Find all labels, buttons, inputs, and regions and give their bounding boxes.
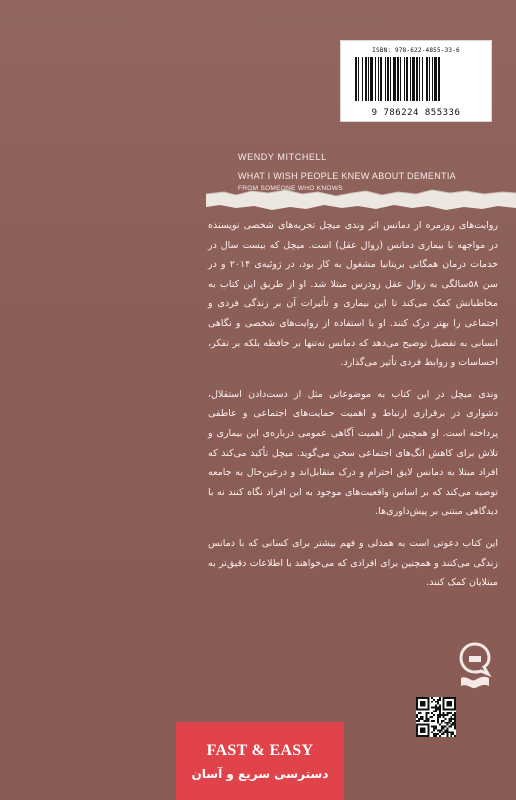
description-paragraph: وندی میچل در این کتاب به موضوعاتی مثل از دست‌دادن استقلال، دشواری در برقراری ارتباط و اهمیت حمایت‌های اجتماعی و عاطفی پرداخته است. او همچنین از اهمیت آگاهی عمومی درباره‌ی این بیماری و تلاش برای کاهش انگ‌های اجتماعی سخن می‌گوید. میچل تأکید می‌کند که افراد مبتلا به دمانس لایق احترام و درک متقابل‌اند و درعین‌حال به جامعه توصیه می‌کند که بر اساس واقعیت‌های موجود به این افراد نگاه کنند نه با دیدگاهی مبتنی بر پیش‌داوری‌ها. xyxy=(208,388,498,518)
barcode-icon xyxy=(353,57,481,101)
publisher-logo-icon xyxy=(455,640,495,692)
persian-description xyxy=(208,216,498,605)
series-title: FAST & EASY xyxy=(206,742,314,759)
series-badge xyxy=(176,722,344,800)
author-name: WENDY MITCHELL xyxy=(238,152,327,162)
english-title: WHAT I WISH PEOPLE KNEW ABOUT DEMENTIA xyxy=(238,171,456,181)
description-paragraph: روایت‌های روزمره از دمانس اثر وندی میچل تجربه‌های شخصی نویسنده در مواجهه با بیماری دمانس (زوال عقل) است. میچل که بیست سال در خدمات درمان همگانی بریتانیا مشغول به کار بود، در ژوئیه‌ی ۲۰۱۴ و در سن ۵۸سالگی به زوال عقل زودرس مبتلا شد. او از طریق این کتاب به مخاطبانش کمک می‌کند تا این بیماری و تأثیرات آن بر زندگی فردی و اجتماعی را بهتر درک کنند. او با استفاده از روایت‌های شخصی و نگاهی انسانی به تفصیل توضیح می‌دهد که دمانس نه‌تنها بر حافظه بلکه بر تفکر، احساسات و روابط فردی تأثیر می‌گذارد. xyxy=(208,220,499,369)
description-paragraph: این کتاب دعوتی است به همدلی و فهم بیشتر برای کسانی که با دمانس زندگی می‌کنند و همچنین برای افرادی که می‌خواهند با اطلاعات دقیق‌تر به مبتلایان کمک کنند. xyxy=(208,537,498,589)
barcode-digits: 9 786224 855336 xyxy=(371,108,461,118)
series-subtitle: دسترسی سریع و آسان xyxy=(191,767,329,781)
isbn-text: ISBN: 978-622-4855-33-6 xyxy=(372,47,460,54)
barcode-label xyxy=(340,40,492,122)
qr-code-icon xyxy=(416,697,456,737)
torn-paper-strip xyxy=(206,172,516,214)
english-subtitle: FROM SOMEONE WHO KNOWS xyxy=(238,185,343,192)
